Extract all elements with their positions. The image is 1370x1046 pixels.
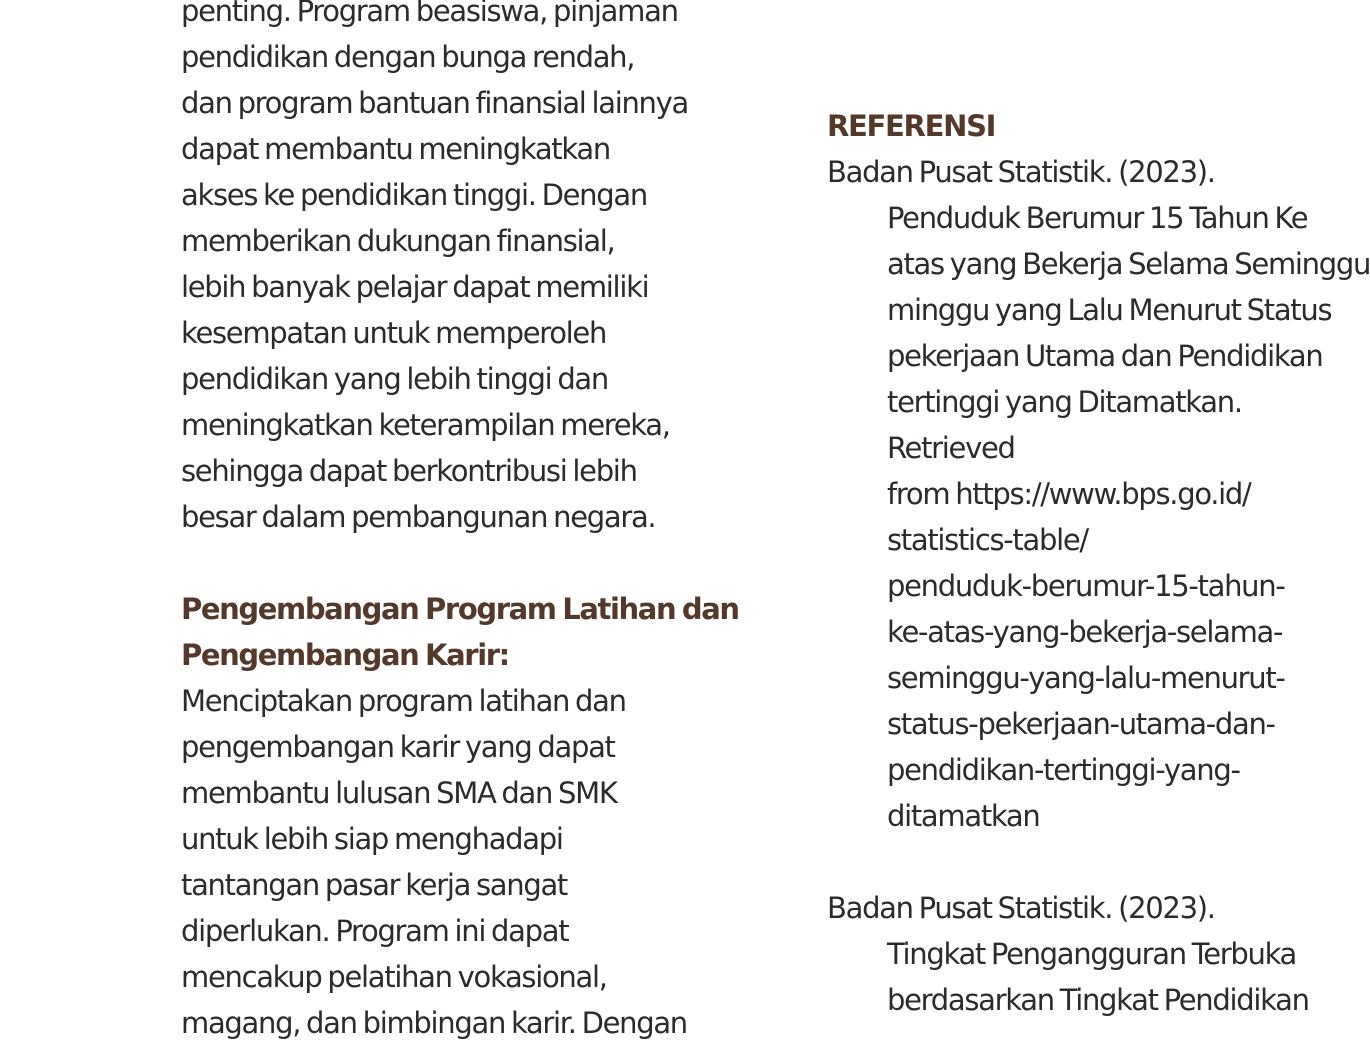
references-title: REFERENSI: [827, 109, 996, 143]
reference-link[interactable]: status-pekerjaan-utama-dan-: [887, 707, 1275, 741]
reference-spacer: [827, 839, 1227, 885]
text-line: kesempatan untuk memperoleh: [181, 316, 607, 350]
reference-link[interactable]: ditamatkan: [887, 799, 1040, 833]
body-column: [181, 0, 801, 1046]
reference-link[interactable]: penduduk-berumur-15-tahun-: [887, 569, 1285, 603]
paragraph-career-development: [181, 678, 801, 1046]
reference-line: Tingkat Pengangguran Terbuka: [887, 937, 1297, 971]
text-line: diperlukan. Program ini dapat: [181, 914, 569, 948]
text-line: pengembangan karir yang dapat: [181, 730, 615, 764]
reference-link[interactable]: ke-atas-yang-bekerja-selama-: [887, 615, 1283, 649]
text-line: penting. Program beasiswa, pinjaman: [181, 0, 678, 28]
reference-line: atas yang Bekerja Selama Seminggu: [887, 247, 1370, 281]
text-line: memberikan dukungan finansial,: [181, 224, 615, 258]
text-line: untuk lebih siap menghadapi: [181, 822, 563, 856]
text-line: sehingga dapat berkontribusi lebih: [181, 454, 637, 488]
text-line: akses ke pendidikan tinggi. Dengan: [181, 178, 647, 212]
text-line: tantangan pasar kerja sangat: [181, 868, 568, 902]
references-column: [827, 103, 1370, 1023]
paragraph-spacer: [181, 540, 801, 586]
text-line: lebih banyak pelajar dapat memiliki: [181, 270, 649, 304]
text-line: dapat membantu meningkatkan: [181, 132, 610, 166]
section-heading: [181, 586, 801, 678]
text-line: magang, dan bimbingan karir. Dengan: [181, 1006, 687, 1040]
heading-line: Pengembangan Program Latihan dan: [181, 592, 739, 626]
text-line: pendidikan yang lebih tinggi dan: [181, 362, 608, 396]
text-line: besar dalam pembangunan negara.: [181, 500, 656, 534]
reference-line: Retrieved: [887, 431, 1015, 465]
reference-line: minggu yang Lalu Menurut Status: [887, 293, 1332, 327]
text-line: dan program bantuan finansial lainnya: [181, 86, 688, 120]
text-line: meningkatkan keterampilan mereka,: [181, 408, 670, 442]
reference-line: tertinggi yang Ditamatkan.: [887, 385, 1242, 419]
reference-line: pekerjaan Utama dan Pendidikan: [887, 339, 1323, 373]
reference-link[interactable]: from https://www.bps.go.id/: [887, 477, 1251, 511]
text-line: pendidikan dengan bunga rendah,: [181, 40, 635, 74]
text-line: Menciptakan program latihan dan: [181, 684, 626, 718]
paragraph-financial-aid: [181, 0, 801, 540]
reference-line: Badan Pusat Statistik. (2023).: [827, 155, 1215, 189]
reference-link[interactable]: pendidikan-tertinggi-yang-: [887, 753, 1240, 787]
reference-line: Badan Pusat Statistik. (2023).: [827, 891, 1215, 925]
heading-line: Pengembangan Karir:: [181, 638, 509, 672]
reference-entry: [827, 885, 1309, 1023]
reference-entry: [827, 149, 1370, 839]
text-line: mencakup pelatihan vokasional,: [181, 960, 607, 994]
reference-line: Penduduk Berumur 15 Tahun Ke: [887, 201, 1308, 235]
reference-line: berdasarkan Tingkat Pendidikan: [887, 983, 1309, 1017]
reference-link[interactable]: seminggu-yang-lalu-menurut-: [887, 661, 1285, 695]
text-line: membantu lulusan SMA dan SMK: [181, 776, 617, 810]
reference-link[interactable]: statistics-table/: [887, 523, 1088, 557]
